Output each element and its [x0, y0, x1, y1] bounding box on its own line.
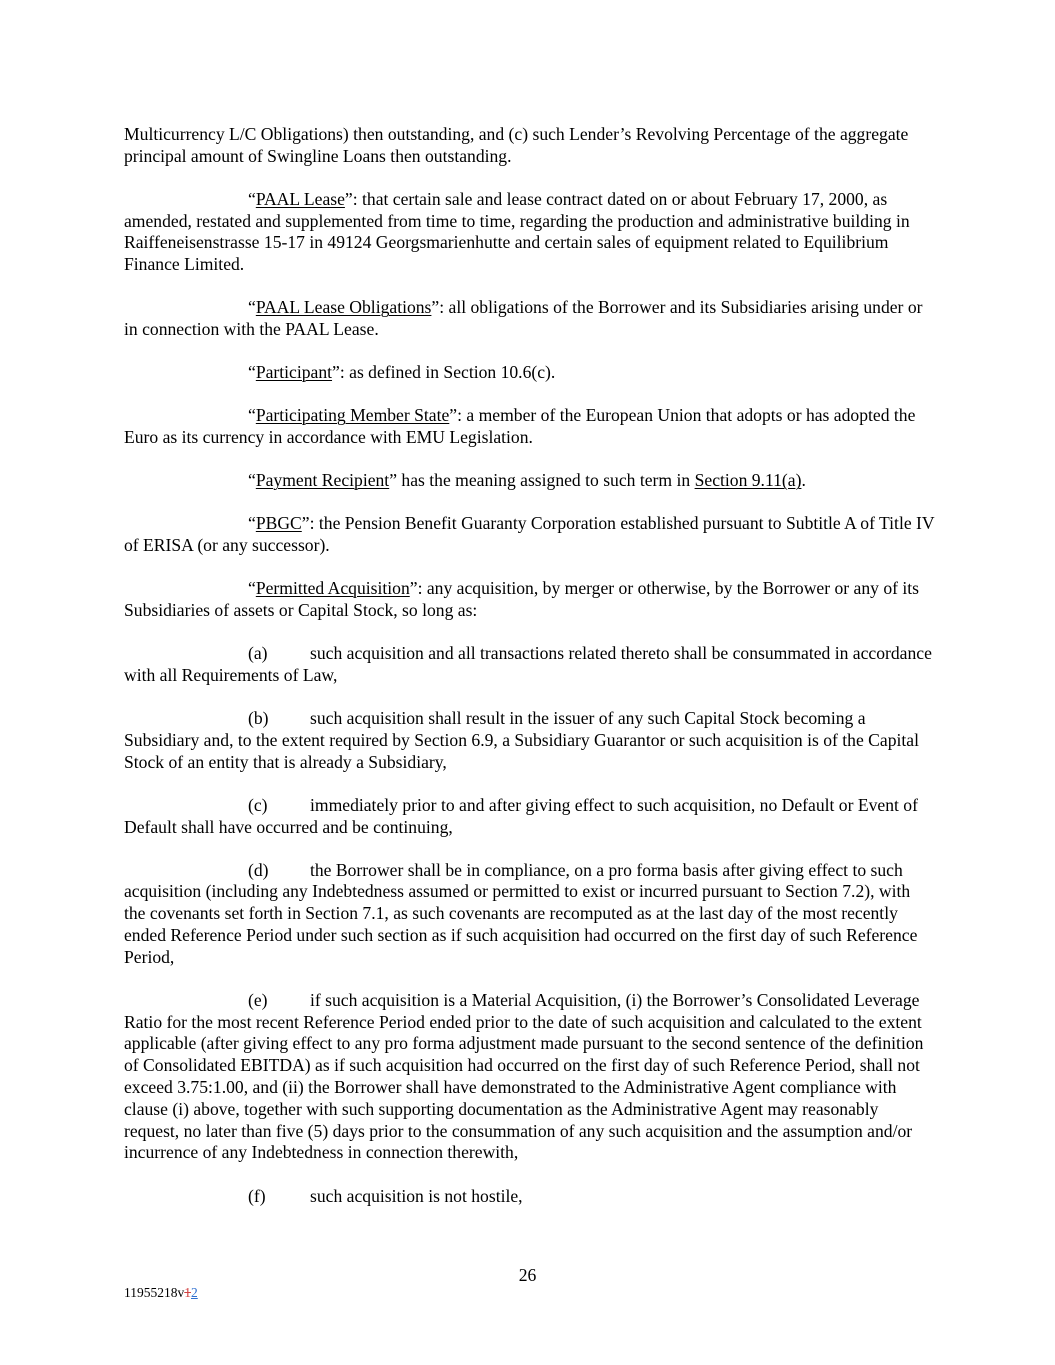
- clause-label: (e): [248, 989, 268, 1010]
- defined-term: Participant: [255, 362, 333, 383]
- doc-id-deleted-version: 1: [184, 1285, 191, 1300]
- clause-c: [124, 795, 936, 839]
- definition-payment-recipient: [124, 470, 936, 492]
- defined-term: PAAL Lease Obligations: [255, 297, 432, 318]
- section-reference: Section 9.11(a): [694, 470, 802, 491]
- definition-paal-lease-obligations: [124, 297, 936, 341]
- close-quote: ”: [409, 578, 418, 599]
- doc-id-prefix: 11955218v: [124, 1285, 185, 1300]
- clause-label: (b): [248, 708, 269, 729]
- definition-text: : the Pension Benefit Guaranty Corporation established pursuant to Subtitle A of Title IV of ERISA (or any successor).: [124, 513, 935, 556]
- defined-term: Payment Recipient: [255, 470, 390, 491]
- defined-term: PBGC: [255, 513, 302, 534]
- clause-text: such acquisition and all transactions related thereto shall be consummated in accordance with all Requirements of Law,: [124, 643, 932, 685]
- close-quote: ”: [344, 188, 353, 209]
- clause-label: (f): [248, 1185, 266, 1206]
- definition-paal-lease: [124, 189, 936, 276]
- definition-text: : as defined in Section 10.6(c).: [339, 362, 556, 383]
- clause-text: if such acquisition is a Material Acquisition, (i) the Borrower’s Consolidated Leverage Ratio for the most recent Reference Period ended prior to the date of such acquisition and calculated to the extent applicable (after giving effect to any pro forma adjustment made pursuant to the second sentence of the definition of Consolidated EBITDA) as if such acquisition had occurred on the first day of such Reference Period, shall not exceed 3.75:1.00, and (ii) the Borrower shall have demonstrated to the Administrative Agent compliance with clause (i) above, together with such supporting documentation as the Administrative Agent may reasonably request, no later than five (5) days prior to the consummation of any such acquisition and the assumption and/or incurrence of any Indebtedness in connection therewith,: [124, 989, 924, 1163]
- clause-label: (c): [248, 794, 268, 815]
- definition-text: has the meaning assigned to such term in: [397, 470, 695, 491]
- open-quote: “: [248, 188, 256, 209]
- clause-e: [124, 990, 936, 1164]
- clause-f: [124, 1186, 936, 1208]
- document-body: [124, 124, 936, 1229]
- clause-label: (d): [248, 859, 269, 880]
- open-quote: “: [248, 513, 256, 534]
- clause-text: the Borrower shall be in compliance, on a pro forma basis after giving effect to such acquisition (including any Indebtedness assumed or permitted to exist or incurred pursuant to Section 7.2), with the covenants set forth in Section 7.1, as such covenants are recomputed as at the last day of the most recently ended Reference Period under such section as if such acquisition had occurred on the first day of such Reference Period,: [124, 859, 918, 967]
- close-quote: ”: [389, 470, 398, 491]
- open-quote: “: [248, 578, 256, 599]
- definition-text: : a member of the European Union that adopts or has adopted the Euro as its currency in accordance with EMU Legislation.: [124, 405, 916, 448]
- clause-b: [124, 708, 936, 773]
- close-quote: ”: [449, 405, 458, 426]
- close-quote: ”: [332, 362, 340, 383]
- document-id: [124, 1285, 198, 1301]
- clause-a: [124, 643, 936, 687]
- close-quote: ”: [431, 297, 440, 318]
- definition-end: .: [801, 470, 806, 491]
- doc-id-inserted-version: 2: [191, 1285, 198, 1300]
- clause-text: immediately prior to and after giving effect to such acquisition, no Default or Event of Default shall have occurred and be continuing,: [124, 794, 918, 837]
- clause-text: such acquisition is not hostile,: [310, 1185, 523, 1206]
- definition-text: : all obligations of the Borrower and its Subsidiaries arising under or in connection with the PAAL Lease.: [124, 297, 923, 340]
- definition-text: : any acquisition, by merger or otherwise, by the Borrower or any of its Subsidiaries of assets or Capital Stock, so long as:: [124, 578, 920, 621]
- clause-text: such acquisition shall result in the issuer of any such Capital Stock becoming a Subsidiary and, to the extent required by Section 6.9, a Subsidiary Guarantor or such acquisition is of the Capital Stock of an entity that is already a Subsidiary,: [124, 708, 919, 772]
- definition-pbgc: [124, 513, 936, 557]
- continuation-paragraph: Multicurrency L/C Obligations) then outstanding, and (c) such Lender’s Revolving Percentage of the aggregate principal amount of Swingline Loans then outstanding.: [124, 124, 909, 166]
- open-quote: “: [248, 297, 256, 318]
- defined-term: PAAL Lease: [255, 188, 345, 209]
- clause-d: [124, 860, 936, 969]
- definition-permitted-acquisition: [124, 578, 936, 622]
- defined-term: Permitted Acquisition: [255, 578, 410, 599]
- definition-text: : that certain sale and lease contract dated on or about February 17, 2000, as amended, restated and supplemented from time to time, regarding the production and administrative building in Raiffeneisenstrasse 15-17 in 49124 Georgsmarienhutte and certain sales of equipment related to Equilibrium Finance Limited.: [124, 188, 910, 275]
- close-quote: ”: [301, 513, 310, 534]
- open-quote: “: [248, 470, 256, 491]
- open-quote: “: [248, 362, 256, 383]
- defined-term: Participating Member State: [255, 405, 450, 426]
- definition-participating-member-state: [124, 405, 936, 449]
- page-number: 26: [518, 1265, 537, 1285]
- open-quote: “: [248, 405, 256, 426]
- clause-label: (a): [248, 643, 268, 664]
- definition-participant: [124, 362, 936, 384]
